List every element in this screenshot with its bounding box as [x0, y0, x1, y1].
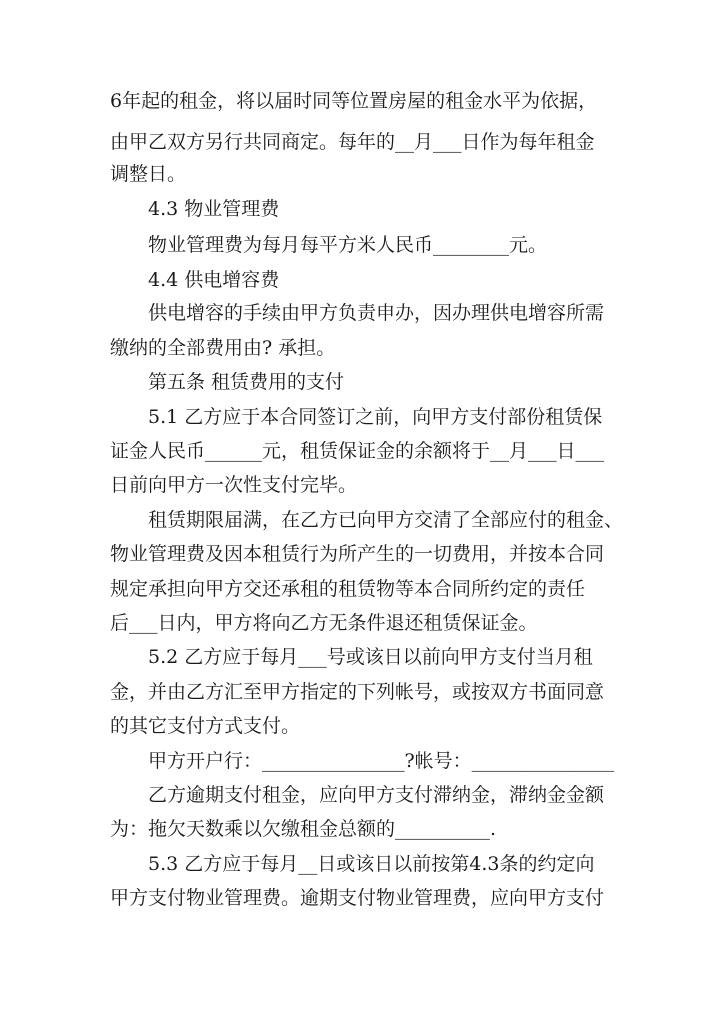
body-line-22: 为：拖欠天数乘以欠缴租金总额的__________. [110, 818, 497, 840]
body-line-21: 乙方逾期支付租金，应向甲方支付滞纳金，滞纳金金额 [148, 784, 605, 806]
body-line-23: 5.3 乙方应于每月__日或该日以前按第4.3条的约定向 [148, 853, 595, 875]
body-line-11: 证金人民币______元，租赁保证金的余额将于__月___日___ [110, 440, 605, 462]
body-line-18: 金，并由乙方汇至甲方指定的下列帐号，或按双方书面同意 [110, 681, 605, 703]
body-line-14: 物业管理费及因本租赁行为所产生的一切费用，并按本合同 [110, 543, 605, 565]
body-line-19: 的其它支付方式支付。 [110, 715, 301, 737]
body-line-5: 物业管理费为每月每平方米人民币________元。 [148, 234, 548, 256]
article-heading-5: 第五条 租赁费用的支付 [148, 371, 345, 393]
body-line-7: 供电增容的手续由甲方负责申办，因办理供电增容所需 [148, 302, 605, 324]
body-line-24: 甲方支付物业管理费。逾期支付物业管理费，应向甲方支付 [110, 887, 605, 909]
body-line-12: 日前向甲方一次性支付完毕。 [110, 474, 358, 496]
body-line-15: 规定承担向甲方交还承租的租赁物等本合同所约定的责任 [110, 578, 586, 600]
body-line-13: 租赁期限届满，在乙方已向甲方交清了全部应付的租金、 [148, 509, 624, 531]
section-heading-4-3: 4.3 物业管理费 [148, 198, 280, 220]
body-line-17: 5.2 乙方应于每月___号或该日以前向甲方支付当月租 [148, 646, 593, 668]
body-line-20: 甲方开户行：_______________?帐号：_______________ [148, 750, 615, 772]
body-line-10: 5.1 乙方应于本合同签订之前，向甲方支付部份租赁保 [148, 406, 603, 428]
section-heading-4-4: 4.4 供电增容费 [148, 269, 280, 291]
body-line-8: 缴纳的全部费用由? 承担。 [110, 337, 336, 359]
body-line-1: 6年起的租金，将以届时同等位置房屋的租金水平为依据， [110, 90, 598, 112]
body-line-16: 后___日内，甲方将向乙方无条件退还租赁保证金。 [110, 612, 538, 634]
body-line-2: 由甲乙双方另行共同商定。每年的__月___日作为每年租金 [110, 131, 595, 153]
body-line-3: 调整日。 [110, 163, 187, 185]
